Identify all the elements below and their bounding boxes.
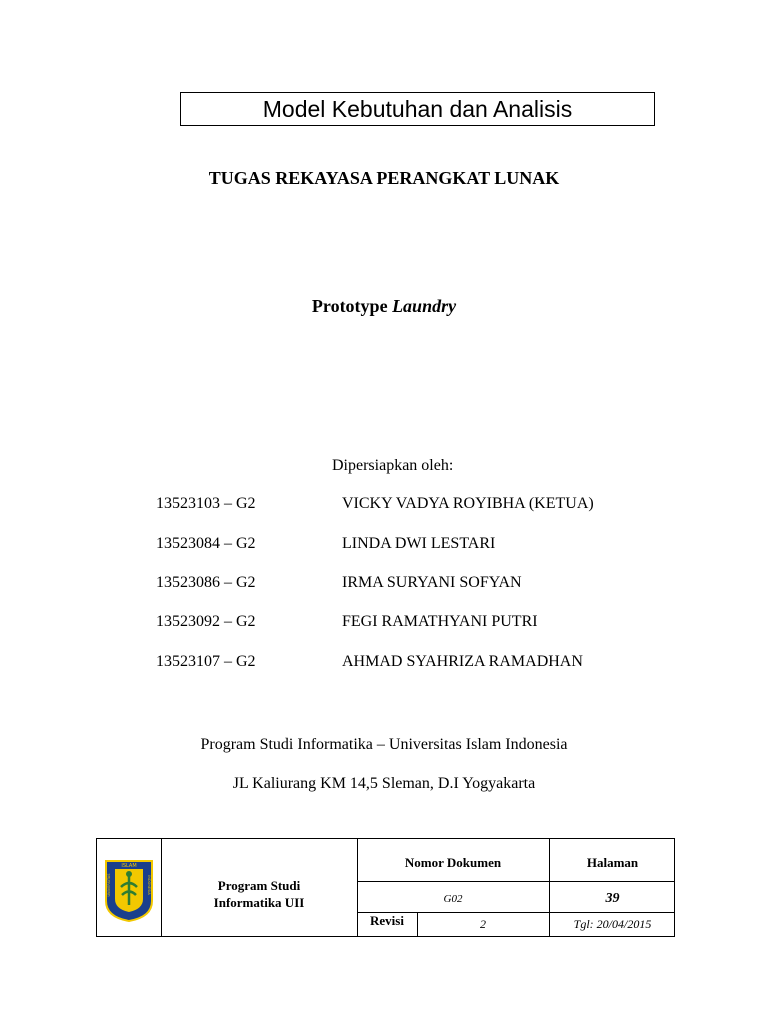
member-nim: 13523103 – G2: [156, 495, 256, 512]
program-label: [161, 877, 357, 911]
member-name: IRMA SURYANI SOFYAN: [342, 574, 522, 591]
prototype-name: Laundry: [392, 296, 457, 316]
program-line-1: Program Studi: [217, 878, 301, 893]
member-row: [156, 574, 676, 594]
member-name: AHMAD SYAHRIZA RAMADHAN: [342, 653, 583, 670]
document-footer-table: [96, 838, 675, 937]
university-logo: [102, 857, 156, 923]
university-seal-icon: [102, 857, 156, 923]
document-title-box: [180, 92, 655, 126]
document-subtitle: TUGAS REKAYASA PERANGKAT LUNAK: [208, 168, 560, 188]
revision-value: 2: [480, 917, 486, 931]
document-title: Model Kebutuhan dan Analisis: [262, 95, 573, 122]
address-line: JL Kaliurang KM 14,5 Sleman, D.I Yogyakarta: [232, 775, 536, 792]
member-row: [156, 535, 676, 555]
member-nim: 13523086 – G2: [156, 574, 256, 591]
member-name: VICKY VADYA ROYIBHA (KETUA): [342, 495, 594, 512]
member-row: [156, 653, 676, 673]
doc-number: G02: [443, 893, 463, 905]
member-nim: 13523084 – G2: [156, 535, 256, 552]
member-row: [156, 495, 676, 515]
prepared-by-label: Dipersiapkan oleh:: [332, 457, 454, 474]
revision-label: Revisi: [370, 913, 404, 928]
page-label: Halaman: [586, 855, 639, 870]
svg-text:INDONESIA: INDONESIA: [147, 875, 151, 895]
program-line-2: Informatika UII: [213, 895, 305, 910]
document-date: Tgl: 20/04/2015: [573, 917, 652, 931]
prototype-prefix: Prototype: [311, 296, 388, 316]
svg-text:UNIVERSITAS: UNIVERSITAS: [107, 873, 111, 897]
page-number: 39: [605, 891, 620, 906]
doc-number-label: Nomor Dokumen: [404, 855, 502, 870]
member-nim: 13523107 – G2: [156, 653, 256, 670]
member-name: FEGI RAMATHYANI PUTRI: [342, 613, 538, 630]
member-nim: 13523092 – G2: [156, 613, 256, 630]
institution-line: Program Studi Informatika – Universitas Islam Indonesia: [200, 736, 568, 753]
svg-text:ISLAM: ISLAM: [121, 863, 137, 869]
prototype-heading: [0, 296, 768, 317]
member-row: [156, 613, 676, 633]
member-name: LINDA DWI LESTARI: [342, 535, 496, 552]
